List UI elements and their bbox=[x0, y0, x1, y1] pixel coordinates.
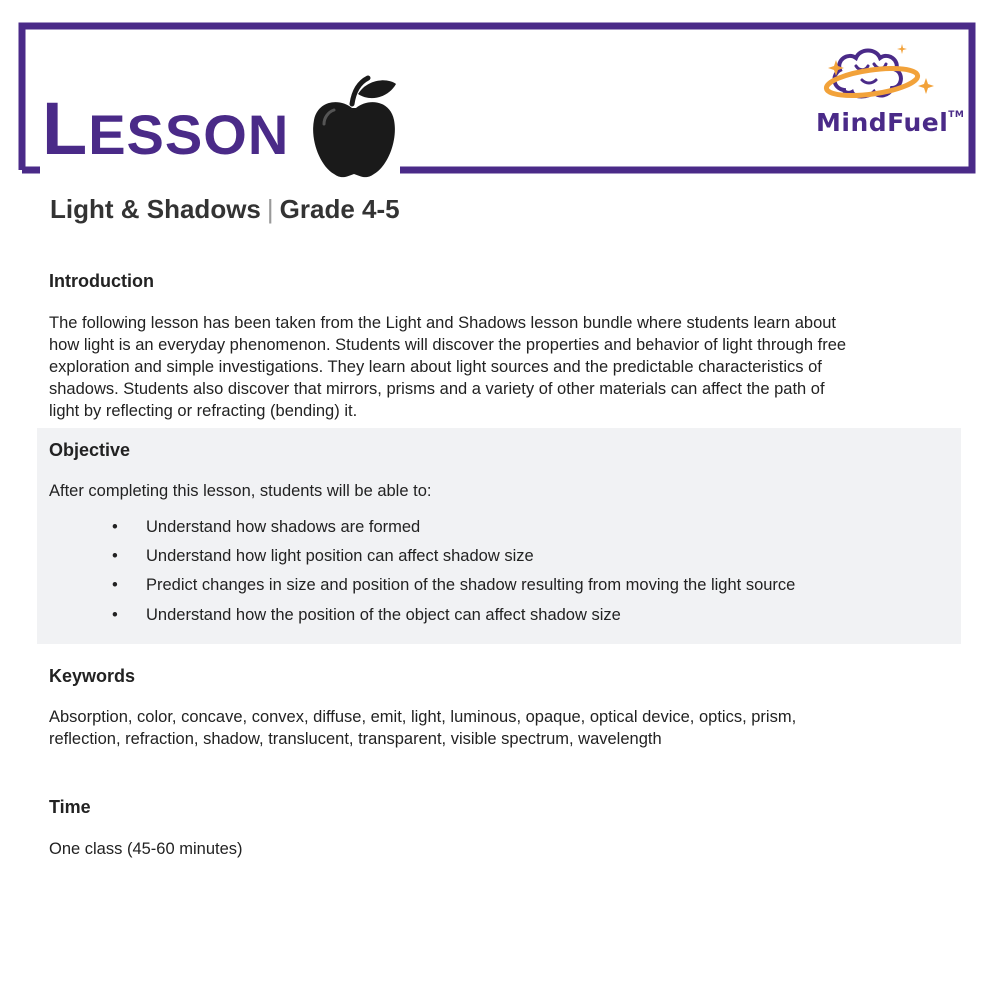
objective-panel bbox=[37, 428, 961, 644]
introduction-line: shadows. Students also discover that mirrors, prisms and a variety of other materials can affect the path of bbox=[49, 380, 825, 398]
objective-heading: Objective bbox=[49, 440, 131, 460]
keywords-heading: Keywords bbox=[49, 666, 136, 686]
subtitle-separator: | bbox=[266, 194, 274, 224]
list-item bbox=[112, 574, 795, 596]
logo-trademark: TM bbox=[948, 110, 965, 120]
subtitle-topic: Light & Shadows bbox=[50, 194, 261, 224]
objective-item: Understand how shadows are formed bbox=[146, 518, 421, 536]
introduction-line: exploration and simple investigations. They learn about light sources and the predictable characteristics of bbox=[49, 358, 822, 376]
list-item bbox=[112, 604, 621, 626]
keywords-line: reflection, refraction, shadow, translucent, transparent, visible spectrum, wavelength bbox=[49, 730, 662, 748]
mindfuel-logo bbox=[792, 30, 965, 150]
subtitle-grade: Grade 4-5 bbox=[279, 194, 400, 224]
logo-wordmark bbox=[816, 108, 964, 137]
time-value: One class (45-60 minutes) bbox=[49, 840, 243, 858]
lesson-title bbox=[42, 87, 290, 172]
lesson-title-initial: L bbox=[42, 87, 89, 170]
list-item bbox=[112, 545, 534, 567]
introduction-line: how light is an everyday phenomenon. Students will discover the properties and behavior of light through free bbox=[49, 336, 847, 354]
objective-item: Understand how the position of the object can affect shadow size bbox=[146, 606, 621, 624]
time-heading: Time bbox=[49, 797, 91, 817]
keywords-line: Absorption, color, concave, convex, diffuse, emit, light, luminous, opaque, optical device, optics, prism, bbox=[49, 708, 797, 726]
lesson-title-rest: ESSON bbox=[88, 103, 290, 166]
objective-item: Understand how light position can affect shadow size bbox=[146, 547, 534, 565]
list-item bbox=[112, 516, 420, 538]
introduction-body bbox=[49, 312, 954, 422]
apple-icon bbox=[308, 74, 400, 182]
bullet-symbol: • bbox=[112, 576, 118, 594]
brain-orbit-icon bbox=[792, 30, 952, 110]
introduction-line: The following lesson has been taken from the Light and Shadows lesson bundle where students learn about bbox=[49, 314, 837, 332]
bullet-symbol: • bbox=[112, 518, 118, 536]
introduction-heading: Introduction bbox=[49, 271, 154, 291]
objective-item: Predict changes in size and position of the shadow resulting from moving the light source bbox=[146, 576, 796, 594]
introduction-line: light by reflecting or refracting (bending) it. bbox=[49, 402, 358, 420]
bullet-symbol: • bbox=[112, 606, 118, 624]
logo-name: MindFuel bbox=[816, 108, 949, 137]
objective-lead: After completing this lesson, students will be able to: bbox=[49, 482, 432, 500]
lesson-subtitle bbox=[50, 194, 400, 225]
keywords-body bbox=[49, 706, 954, 750]
bullet-symbol: • bbox=[112, 547, 118, 565]
